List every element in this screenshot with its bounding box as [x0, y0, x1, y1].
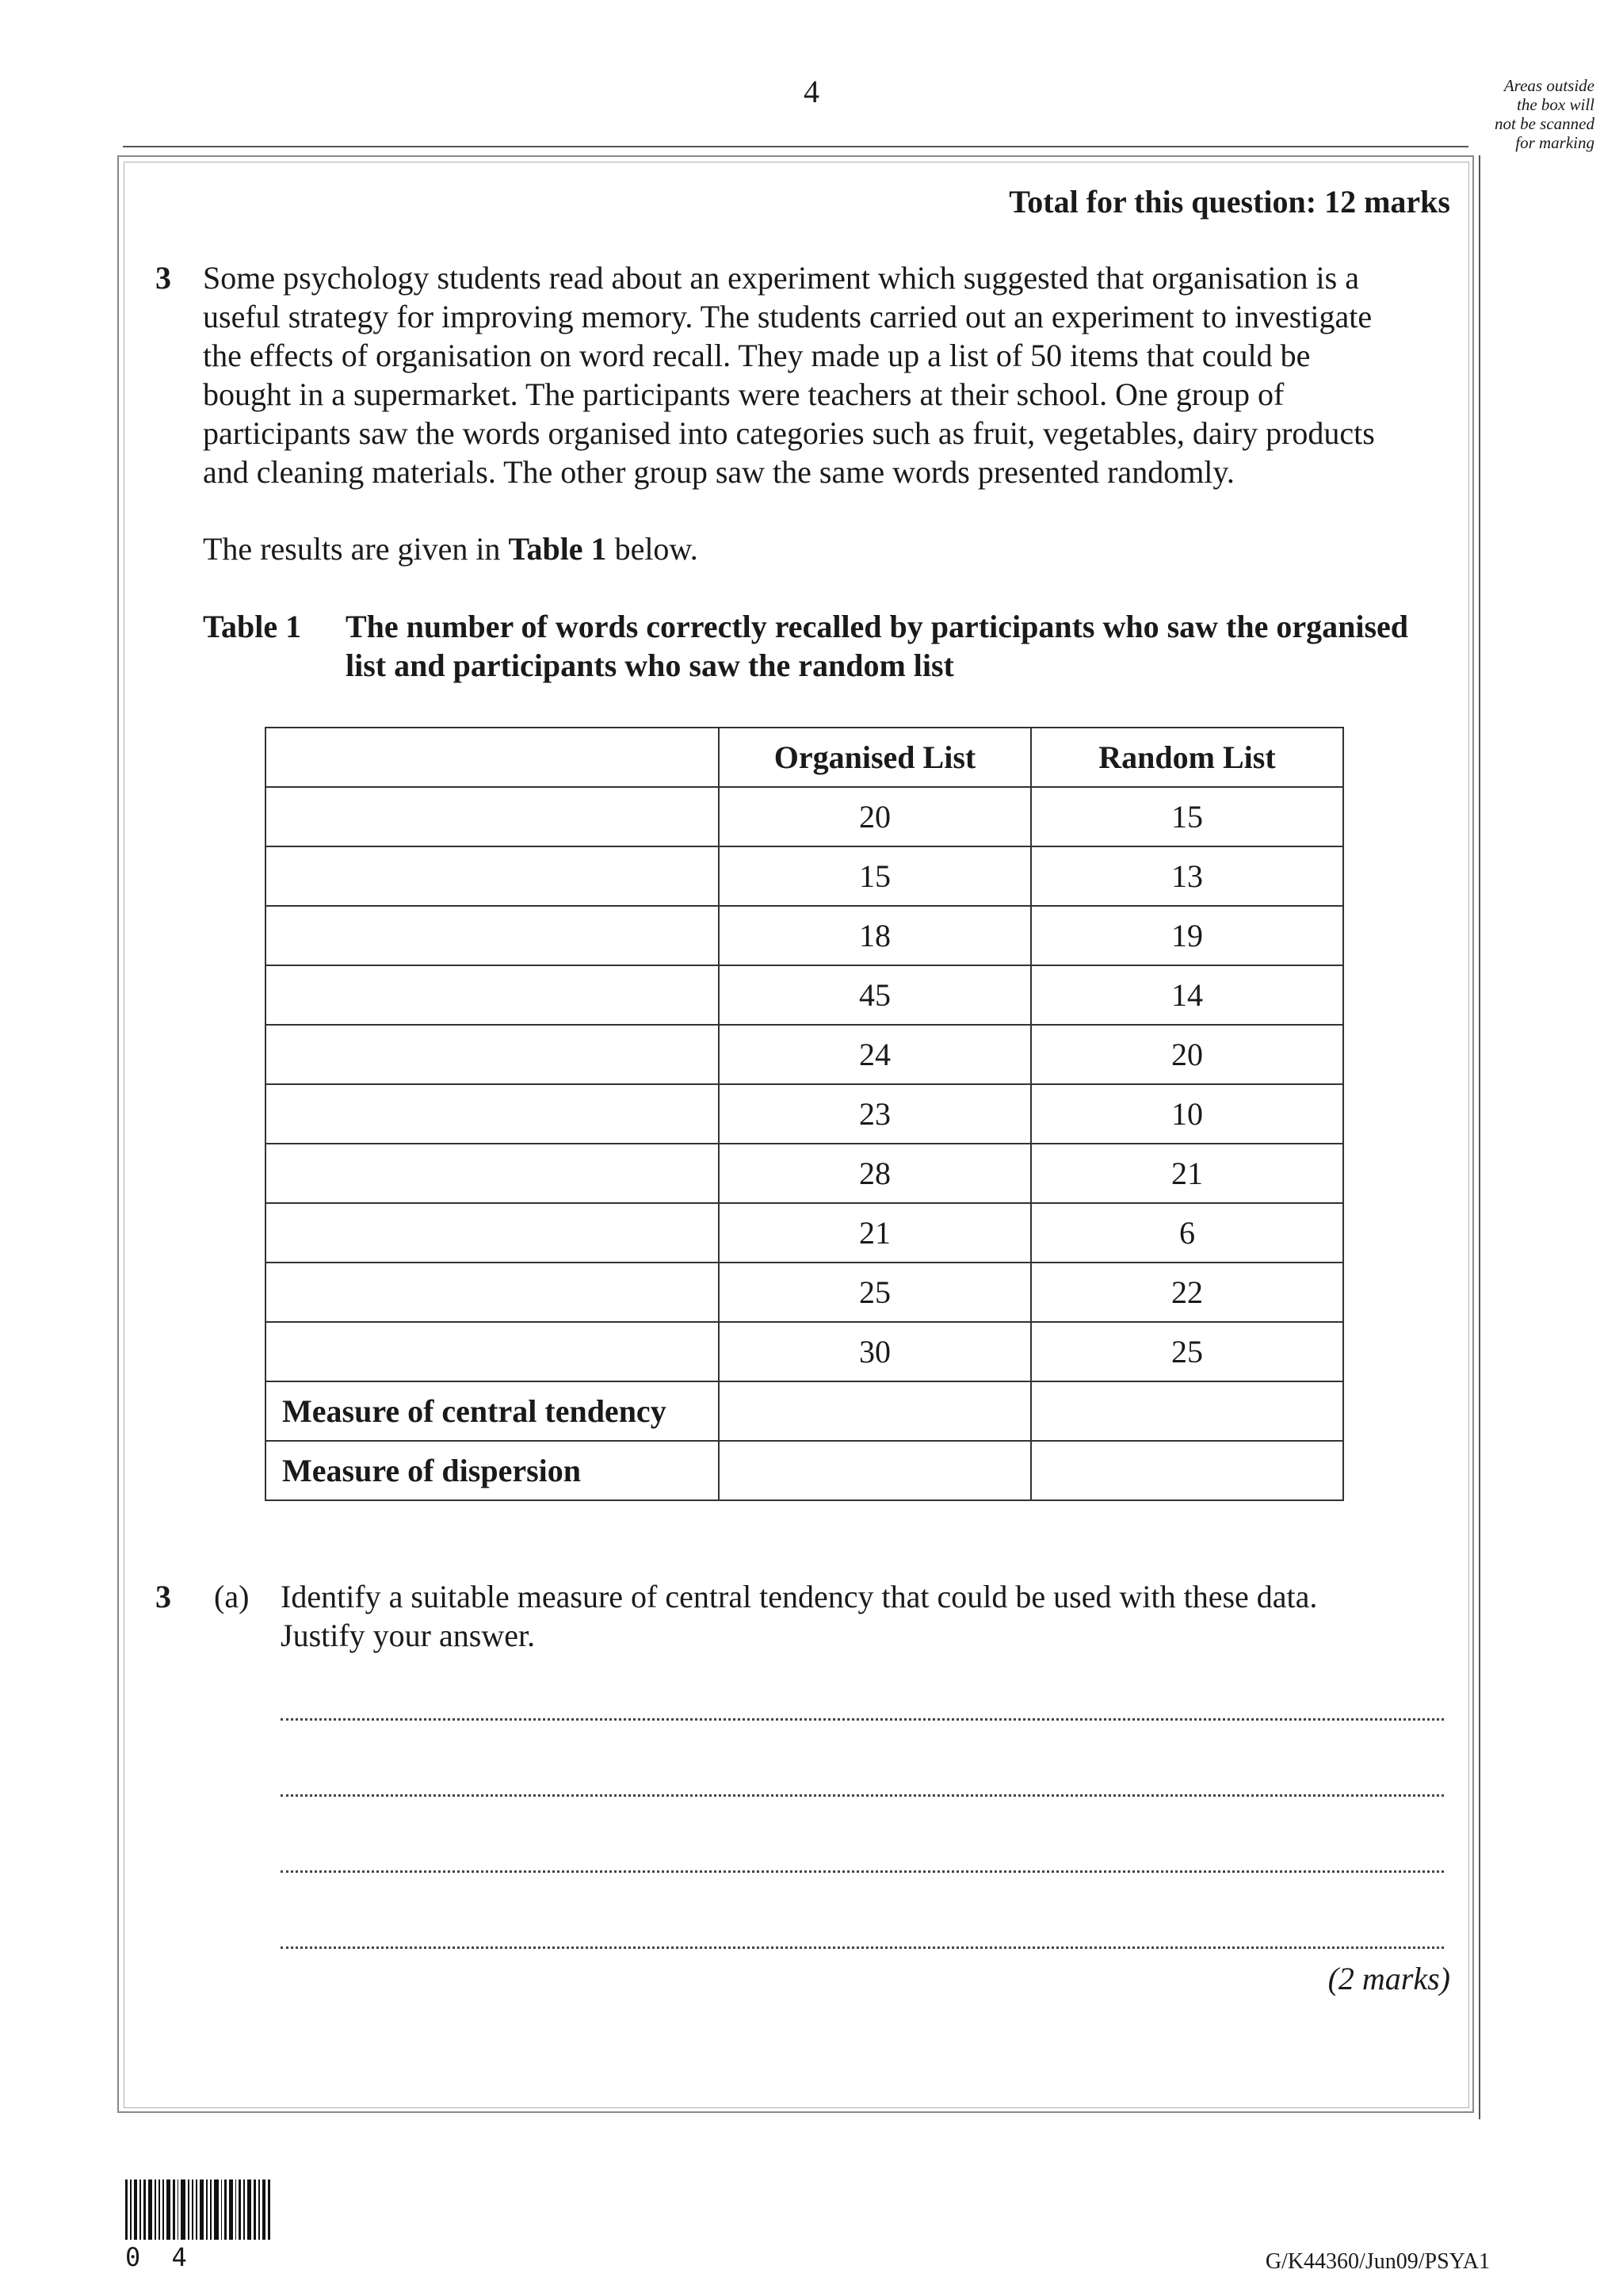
random-value: 15 [1031, 787, 1343, 846]
results-reference [203, 529, 698, 568]
random-value: 19 [1031, 906, 1343, 965]
table-caption-label: Table 1 [203, 609, 302, 644]
paper-reference: G/K44360/Jun09/PSYA1 [1265, 2249, 1490, 2274]
table-row [265, 1322, 1343, 1381]
table-row [265, 1263, 1343, 1322]
central-tendency-organised-cell[interactable] [719, 1381, 1031, 1441]
random-value: 10 [1031, 1084, 1343, 1144]
results-table [265, 727, 1344, 1501]
page-code: 0 4 [125, 2242, 195, 2272]
organised-value: 28 [719, 1144, 1031, 1203]
dispersion-organised-cell[interactable] [719, 1441, 1031, 1500]
question-intro-line: participants saw the words organised into categories such as fruit, vegetables, dairy products [203, 415, 1375, 451]
random-value: 20 [1031, 1025, 1343, 1084]
part-question-text [281, 1577, 1469, 1655]
row-label [265, 1025, 719, 1084]
margin-note-line: Areas outside [1503, 76, 1594, 95]
summary-row-dispersion [265, 1441, 1343, 1500]
summary-row-label: Measure of central tendency [265, 1381, 719, 1441]
random-value: 14 [1031, 965, 1343, 1025]
table-row [265, 965, 1343, 1025]
dispersion-random-cell[interactable] [1031, 1441, 1343, 1500]
central-tendency-random-cell[interactable] [1031, 1381, 1343, 1441]
row-label [265, 846, 719, 906]
row-label [265, 1084, 719, 1144]
table-row [265, 1144, 1343, 1203]
random-value: 22 [1031, 1263, 1343, 1322]
table-row [265, 846, 1343, 906]
organised-value: 20 [719, 787, 1031, 846]
question-intro-line: useful strategy for improving memory. The students carried out an experiment to investigate [203, 299, 1373, 334]
organised-value: 15 [719, 846, 1031, 906]
row-label [265, 965, 719, 1025]
organised-value: 25 [719, 1263, 1031, 1322]
summary-row-label: Measure of dispersion [265, 1441, 719, 1500]
question-intro-line: Some psychology students read about an experiment which suggested that organisation is a [203, 260, 1359, 296]
row-label [265, 1322, 719, 1381]
random-value: 25 [1031, 1322, 1343, 1381]
answer-line[interactable] [281, 1946, 1444, 1949]
row-label [265, 787, 719, 846]
margin-note [1452, 76, 1594, 152]
answer-line[interactable] [281, 1794, 1444, 1797]
random-value: 21 [1031, 1144, 1343, 1203]
random-value: 6 [1031, 1203, 1343, 1263]
top-rule [123, 146, 1468, 147]
summary-row-central-tendency [265, 1381, 1343, 1441]
right-margin-rule [1479, 155, 1480, 2119]
table-row [265, 1025, 1343, 1084]
page-number: 4 [804, 74, 819, 109]
question-number: 3 [155, 260, 171, 296]
results-table-ref: Table 1 [508, 531, 607, 567]
column-header-blank [265, 728, 719, 787]
organised-value: 18 [719, 906, 1031, 965]
part-marks: (2 marks) [1327, 1961, 1450, 1996]
row-label [265, 1203, 719, 1263]
table-row [265, 1203, 1343, 1263]
row-label [265, 1144, 719, 1203]
part-question-line: Identify a suitable measure of central tendency that could be used with these data. [281, 1579, 1318, 1614]
part-label: (a) [214, 1579, 250, 1614]
part-question-line: Justify your answer. [281, 1618, 536, 1653]
question-intro-line: and cleaning materials. The other group saw the same words presented randomly. [203, 454, 1235, 490]
organised-value: 23 [719, 1084, 1031, 1144]
organised-value: 21 [719, 1203, 1031, 1263]
part-question-number: 3 [155, 1579, 171, 1614]
answer-line[interactable] [281, 1870, 1444, 1873]
table-caption-line: The number of words correctly recalled by participants who saw the organised [346, 609, 1409, 644]
margin-note-line: the box will [1517, 95, 1594, 114]
barcode [125, 2179, 273, 2240]
question-intro-line: bought in a supermarket. The participants were teachers at their school. One group of [203, 376, 1285, 412]
question-intro [203, 258, 1455, 491]
table-row [265, 906, 1343, 965]
results-text-end: below. [606, 531, 698, 567]
table-row [265, 787, 1343, 846]
margin-note-line: not be scanned [1495, 114, 1594, 133]
question-intro-line: the effects of organisation on word recall. They made up a list of 50 items that could be [203, 338, 1311, 373]
total-marks: Total for this question: 12 marks [1009, 184, 1450, 220]
organised-value: 45 [719, 965, 1031, 1025]
column-header-organised: Organised List [719, 728, 1031, 787]
results-text: The results are given in [203, 531, 509, 567]
margin-note-line: for marking [1515, 133, 1594, 152]
column-header-random: Random List [1031, 728, 1343, 787]
table-caption-line: list and participants who saw the random list [346, 648, 954, 683]
row-label [265, 1263, 719, 1322]
table-header-row [265, 728, 1343, 787]
answer-line[interactable] [281, 1718, 1444, 1721]
organised-value: 30 [719, 1322, 1031, 1381]
table-row [265, 1084, 1343, 1144]
organised-value: 24 [719, 1025, 1031, 1084]
random-value: 13 [1031, 846, 1343, 906]
table-caption [346, 607, 1471, 685]
row-label [265, 906, 719, 965]
